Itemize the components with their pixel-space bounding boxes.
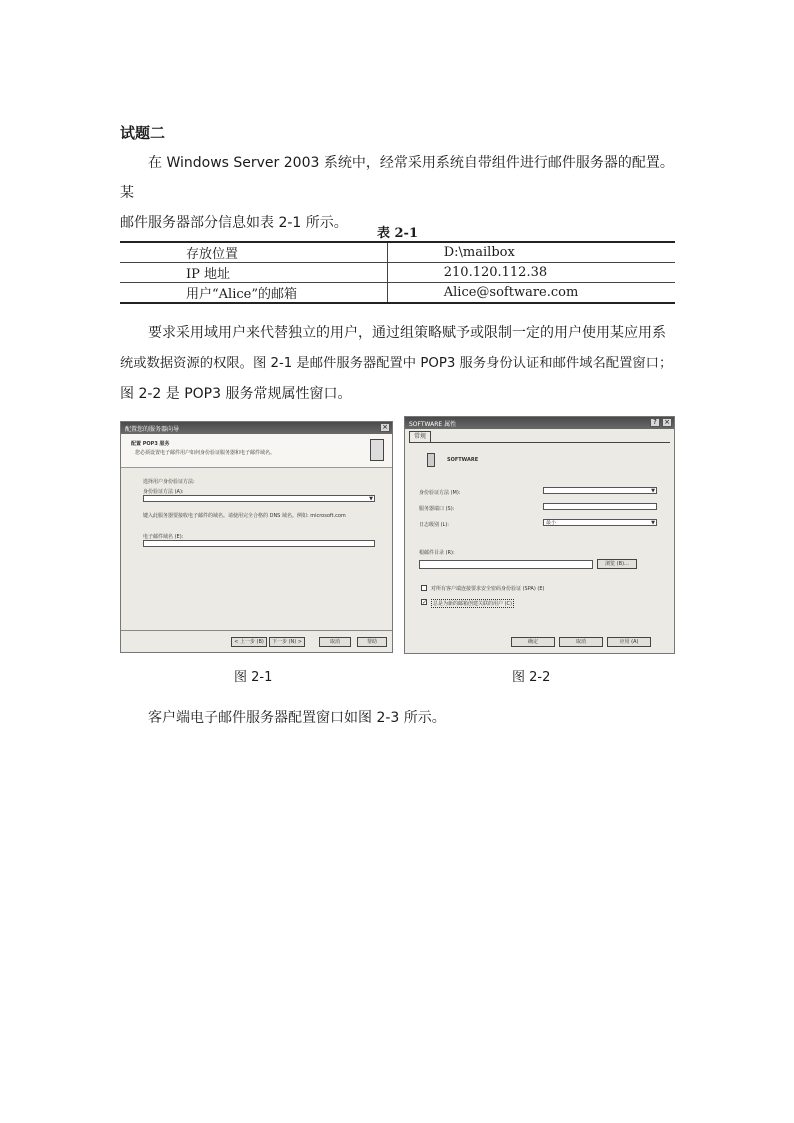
log-level-value: 最小 <box>546 520 557 526</box>
log-level-select[interactable] <box>543 519 657 526</box>
table-cell-value: Alice@software.com <box>387 283 675 304</box>
divider <box>121 630 392 631</box>
create-user-checkbox[interactable]: ✓ <box>422 599 428 606</box>
spa-label: 对所有客户端连接要求安全密码身份验证 (SPA) (E) <box>431 586 545 592</box>
help-button[interactable]: 帮助 <box>357 637 387 647</box>
server-name: SOFTWARE <box>447 457 479 463</box>
auth-method-label: 身份验证方法 (A): <box>143 489 184 495</box>
server-icon <box>427 453 435 467</box>
req-line-3: 图 2-2 是 POP3 服务常规属性窗口。 <box>120 386 352 402</box>
root-dir-label: 根邮件目录 (R): <box>419 550 455 556</box>
intro-line-1: 在 Windows Server 2003 系统中，经常采用系统自带组件进行邮件服务器的配置。某 <box>120 155 674 201</box>
table-cell-label: 用户“Alice”的邮箱 <box>120 283 387 304</box>
log-level-label: 日志级别 (L): <box>419 522 449 528</box>
figure-2-2-caption: 图 2-2 <box>512 670 551 685</box>
paragraph-client <box>120 703 680 733</box>
tab-general-label: 常规 <box>413 433 426 440</box>
figure-2-1-caption: 图 2-1 <box>234 670 273 685</box>
auth-method-select[interactable] <box>543 487 657 494</box>
auth-method-select[interactable] <box>143 495 375 502</box>
wizard-titlebar <box>121 422 392 434</box>
auth-method-label: 身份验证方法 (M): <box>419 490 461 496</box>
apply-button[interactable]: 应用 (A) <box>607 637 651 647</box>
table-cell-label: 存放位置 <box>120 242 387 263</box>
table-caption: 表 2-1 <box>376 226 418 241</box>
ok-button[interactable]: 确定 <box>511 637 555 647</box>
req-line-1: 要求采用域用户来代替独立的用户，通过组策略赋予或限制一定的用户使用某应用系 <box>148 325 666 341</box>
figure-2-1-screenshot <box>120 421 393 653</box>
intro-line-2: 邮件服务器部分信息如表 2-1 所示。 <box>120 215 348 231</box>
wizard-title: 配置您的服务器向导 <box>125 426 180 433</box>
chevron-down-icon: ▼ <box>369 496 373 502</box>
wizard-section-title: 配置 POP3 服务 <box>131 441 170 447</box>
domain-hint: 键入此服务器要接收电子邮件的域名。请使用完全合格的 DNS 域名。例如: microsoft.com <box>143 513 346 519</box>
close-icon[interactable]: × <box>380 423 390 432</box>
table-row <box>120 242 675 263</box>
back-button[interactable]: < 上一步 (B) <box>231 637 267 647</box>
mail-server-info-table <box>120 241 675 304</box>
server-icon <box>370 439 384 461</box>
domain-label: 电子邮件域名 (E): <box>143 534 184 540</box>
browse-button[interactable]: 浏览 (B)... <box>597 559 637 569</box>
tab-border <box>409 442 670 443</box>
table-row <box>120 263 675 283</box>
paragraph-requirements <box>120 318 680 409</box>
server-port-label: 服务器端口 (S): <box>419 506 455 512</box>
chevron-down-icon: ▼ <box>651 520 655 526</box>
wizard-section-desc: 您必须设置电子邮件用户如何身份验证服务器和电子邮件域名。 <box>135 450 276 456</box>
client-line: 客户端电子邮件服务器配置窗口如图 2-3 所示。 <box>148 710 446 726</box>
server-port-input[interactable] <box>543 503 657 510</box>
chevron-down-icon: ▼ <box>651 488 655 494</box>
cancel-button[interactable]: 取消 <box>319 637 351 647</box>
table-cell-value: 210.120.112.38 <box>387 263 675 283</box>
next-button[interactable]: 下一步 (N) > <box>269 637 305 647</box>
table-cell-value: D:\mailbox <box>387 242 675 263</box>
properties-title: SOFTWARE 属性 <box>409 421 457 428</box>
table-row <box>120 283 675 304</box>
cancel-button[interactable]: 取消 <box>559 637 603 647</box>
close-icon[interactable]: × <box>662 418 672 427</box>
root-dir-input[interactable] <box>419 560 593 569</box>
create-user-label: 总是为新的邮箱创建关联的用户 (C) <box>433 601 512 607</box>
domain-input[interactable] <box>143 540 375 547</box>
req-line-2: 统或数据资源的权限。图 2-1 是邮件服务器配置中 POP3 服务身份认证和邮件域名配置窗口； <box>120 356 673 371</box>
figure-2-2-screenshot <box>404 416 675 654</box>
spa-checkbox[interactable] <box>421 585 427 591</box>
tab-general[interactable] <box>409 431 431 442</box>
table-cell-label: IP 地址 <box>120 263 387 283</box>
properties-titlebar <box>405 417 674 429</box>
help-icon[interactable]: ? <box>650 418 660 427</box>
auth-method-prompt: 选择用户身份验证方法: <box>143 479 195 485</box>
question-heading: 试题二 <box>120 124 166 142</box>
